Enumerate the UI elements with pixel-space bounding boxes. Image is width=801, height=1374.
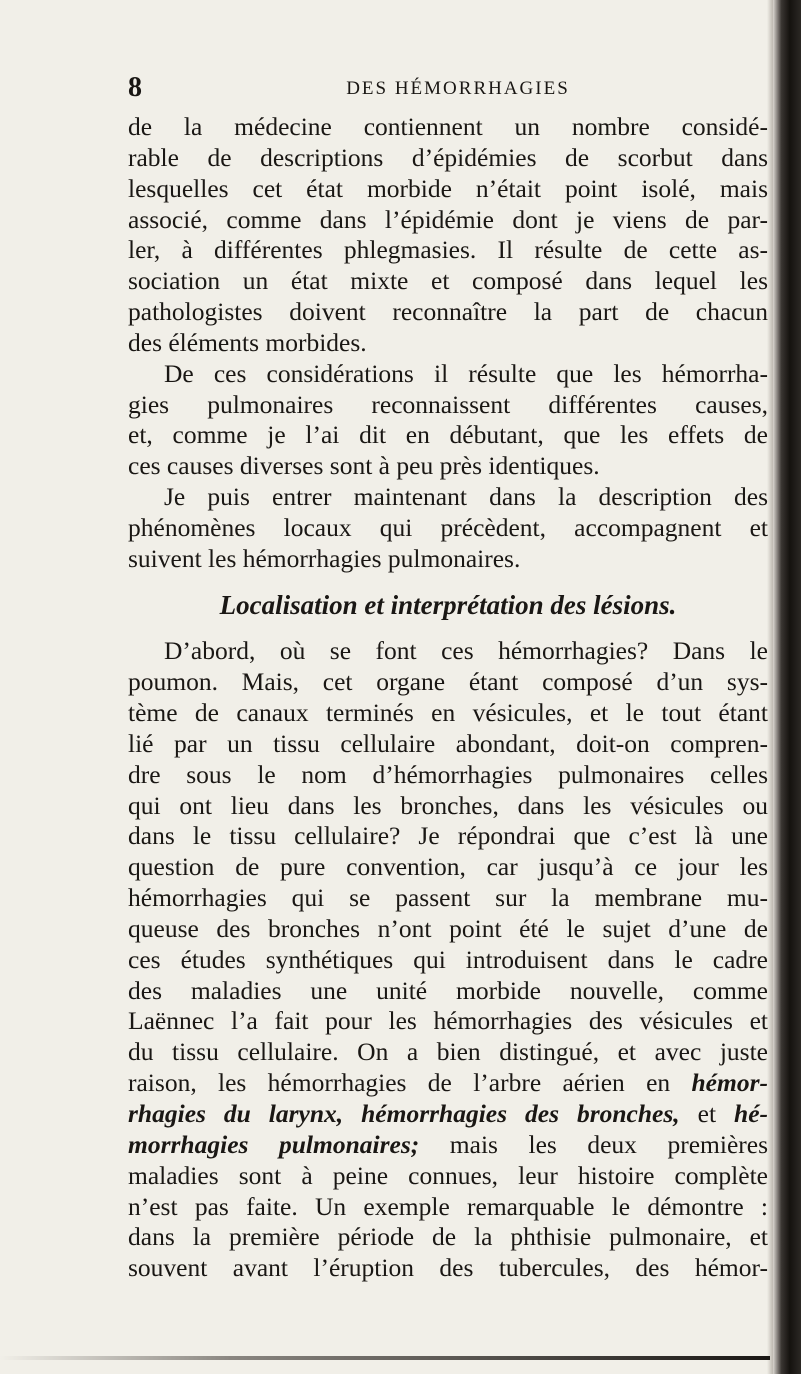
text-line: [128, 667, 768, 698]
text-line: [128, 174, 768, 205]
line-text: dans la première période de la phthisie pulmonaire, et: [128, 1222, 768, 1252]
text-line: [128, 1253, 768, 1284]
text-line: [128, 698, 768, 729]
line-text: suivent les hémorrhagies pulmonaires.: [128, 543, 521, 573]
line-text: gies pulmonaires reconnaissent différentes causes,: [128, 389, 768, 419]
line-text: associé, comme dans l’épidémie dont je viens de par-: [128, 204, 768, 234]
text-line: [128, 1161, 768, 1192]
page-edge: [773, 0, 801, 1374]
text-line: [128, 235, 768, 266]
text-line: [128, 914, 768, 945]
text-line: [128, 976, 768, 1007]
text-line: [128, 328, 768, 359]
line-text: ces causes diverses sont à peu près identiques.: [128, 451, 600, 481]
line-text: De ces considérations il résulte que les hémorrha-: [164, 358, 768, 388]
text-line: [128, 1192, 768, 1223]
text-line: [128, 636, 768, 667]
line-text: Laënnec l’a fait pour les hémorrhagies des vésicules et: [128, 1006, 768, 1036]
line-text: et: [679, 1099, 735, 1128]
text-line: [128, 390, 768, 421]
text-line: [128, 359, 768, 390]
text-line: [128, 852, 768, 883]
line-text: hémorrhagies qui se passent sur la membrane mu-: [128, 883, 768, 913]
line-text: Je puis entrer maintenant dans la description des: [164, 482, 768, 512]
line-text: phénomènes locaux qui précèdent, accompagnent et: [128, 512, 768, 542]
text-line: [128, 1099, 768, 1130]
italic-text: hé-: [734, 1099, 769, 1128]
line-text: question de pure convention, car jusqu’à ce jour les: [128, 852, 768, 882]
line-text: des maladies une unité morbide nouvelle, comme: [128, 975, 768, 1005]
text-line: [128, 205, 768, 236]
text-line: [128, 883, 768, 914]
line-text: souvent avant l’éruption des tubercules, des hémor-: [128, 1253, 768, 1283]
line-text: lié par un tissu cellulaire abondant, doit-on compren-: [128, 728, 768, 758]
line-text: tème de canaux terminés en vésicules, et le tout étant: [128, 698, 768, 728]
section-heading: Localisation et interprétation des lésions.: [219, 589, 677, 620]
italic-text: morrhagies pulmonaires;: [128, 1129, 420, 1159]
text-line: [128, 420, 768, 451]
text-line: [128, 143, 768, 174]
line-text: n’est pas faite. Un exemple remarquable le démontre :: [128, 1191, 768, 1221]
text-line: [128, 1130, 768, 1161]
page-number: 8: [128, 72, 142, 103]
line-text: ces études synthétiques qui introduisent dans le cadre: [128, 944, 768, 974]
line-text: lesquelles cet état morbide n’était point isolé, mais: [128, 173, 768, 203]
line-text: ler, à différentes phlegmasies. Il résulte de cette as-: [128, 235, 768, 265]
line-text: poumon. Mais, cet organe étant composé d’un sys-: [128, 667, 768, 697]
line-text: sociation un état mixte et composé dans lequel les: [128, 266, 768, 296]
text-line: [128, 1037, 768, 1068]
text-line: [128, 945, 768, 976]
line-text: maladies sont à peine connues, leur histoire complète: [128, 1160, 768, 1190]
body-text: [128, 112, 768, 1284]
line-text: qui ont lieu dans les bronches, dans les vésicules ou: [128, 790, 768, 820]
text-line: [128, 821, 768, 852]
italic-text: hémor-: [691, 1068, 768, 1098]
text-line: [128, 297, 768, 328]
text-line: [128, 1006, 768, 1037]
page-header: [128, 72, 768, 112]
line-text: rable de descriptions d’épidémies de scorbut dans: [128, 142, 768, 172]
line-text: des éléments morbides.: [128, 327, 367, 357]
text-line: [128, 266, 768, 297]
line-text: de la médecine contiennent un nombre considé-: [128, 112, 768, 141]
italic-text: rhagies du larynx, hémorrhagies des bronches,: [128, 1099, 680, 1128]
text-line: [128, 791, 768, 822]
text-line: [128, 544, 768, 575]
text-line: [128, 760, 768, 791]
line-text: mais les deux premières: [419, 1129, 769, 1159]
line-text: pathologistes doivent reconnaître la part de chacun: [128, 297, 768, 327]
line-text: dans le tissu cellulaire? Je répondrai que c’est là une: [128, 821, 768, 851]
text-line: [128, 1068, 768, 1099]
text-line: [128, 112, 768, 143]
line-text: et, comme je l’ai dit en débutant, que les effets de: [128, 420, 768, 450]
text-line: [128, 513, 768, 544]
line-text: D’abord, où se font ces hémorrhagies? Dans le: [164, 636, 768, 666]
running-head: DES HÉMORRHAGIES: [346, 78, 570, 99]
text-line: [128, 1222, 768, 1253]
text-line: [128, 451, 768, 482]
line-text: raison, les hémorrhagies de l’arbre aérien en: [128, 1068, 692, 1098]
text-line: [128, 482, 768, 513]
bottom-edge-shadow: [0, 1356, 770, 1360]
line-text: du tissu cellulaire. On a bien distingué, et avec juste: [128, 1037, 768, 1067]
line-text: queuse des bronches n’ont point été le sujet d’une de: [128, 913, 768, 943]
line-text: dre sous le nom d’hémorrhagies pulmonaires celles: [128, 759, 768, 789]
text-line: [128, 729, 768, 760]
